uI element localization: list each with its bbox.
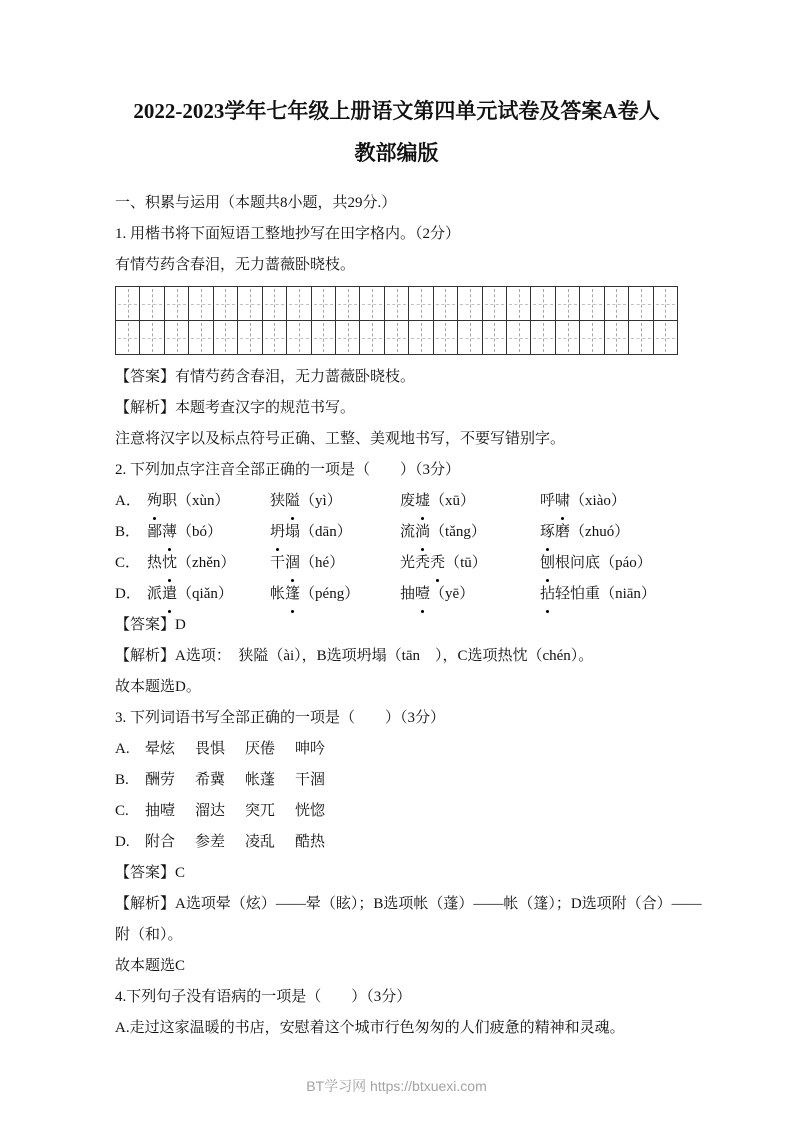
q3-word: 突兀: [245, 803, 276, 819]
tianzige-cell: [360, 287, 384, 320]
tianzige-cell: [140, 287, 164, 320]
tianzige-cell: [434, 287, 458, 320]
q2-option-item: 呼啸（xiào）: [540, 486, 678, 517]
tianzige-cell: [409, 321, 433, 354]
q2-option-item: 抽噎（yē）: [400, 579, 540, 610]
q3-option-label: C.: [115, 803, 129, 819]
q2-analysis: 【解析】A选项： 狭隘（ài），B选项坍塌（tān ），C选项热忱（chén）。: [115, 648, 594, 664]
q1-answer: 【答案】有情芍药含春泪，无力蔷薇卧晓枝。: [115, 369, 416, 385]
q2-option-label: D．: [115, 586, 141, 602]
tianzige-cell: [214, 321, 238, 354]
q2-option-item: 狭隘（yì）: [270, 486, 400, 517]
tianzige-cell: [483, 287, 507, 320]
q3-option-row: [115, 734, 678, 765]
q1-phrase: 有情芍药含春泪，无力蔷薇卧晓枝。: [115, 257, 356, 273]
q3-word: 酷热: [295, 834, 326, 850]
tianzige-cell: [385, 287, 409, 320]
q2-option-row: [115, 548, 678, 579]
q2-options: [115, 486, 678, 610]
q2-option-row: [115, 517, 678, 548]
q3-word: 厌倦: [245, 741, 276, 757]
tianzige-cell: [385, 321, 409, 354]
q3-option-row: [115, 827, 678, 858]
q4-option-a: A.走过这家温暖的书店，安慰着这个城市行色匆匆的人们疲惫的精神和灵魂。: [115, 1020, 625, 1036]
q3-word: 晕炫: [145, 741, 176, 757]
tianzige-cell: [531, 287, 555, 320]
tianzige-cell: [434, 321, 458, 354]
tianzige-cell: [312, 287, 336, 320]
tianzige-cell: [605, 287, 629, 320]
q3-option-label: D.: [115, 834, 130, 850]
footer-watermark: [0, 1076, 793, 1096]
q2-conclusion: 故本题选D。: [115, 679, 201, 695]
q2-option-item: 干涸（hé）: [270, 548, 400, 579]
tianzige-cell: [507, 287, 531, 320]
tianzige-cell: [189, 287, 213, 320]
q1-note: 注意将汉字以及标点符号正确、工整、美观地书写，不要写错别字。: [115, 431, 566, 447]
q1-analysis: 【解析】本题考查汉字的规范书写。: [115, 400, 356, 416]
q2-option-label: B．: [115, 524, 141, 540]
q2-stem: 2. 下列加点字注音全部正确的一项是（ ）（3分）: [115, 462, 461, 478]
tianzige-cell: [116, 287, 140, 320]
tianzige-cell: [263, 287, 287, 320]
tianzige-cell: [629, 321, 653, 354]
tianzige-cell: [140, 321, 164, 354]
title-line-2: 教部编版: [354, 141, 439, 165]
tianzige-row: [116, 287, 677, 320]
q3-option-label: B.: [115, 772, 129, 788]
q3-option-label: A.: [115, 741, 130, 757]
q2-option-item: 殉职（xùn）: [147, 486, 270, 517]
q3-word: 干涸: [295, 772, 326, 788]
q2-option-item: 流淌（tǎng）: [400, 517, 540, 548]
tianzige-cell: [165, 287, 189, 320]
tianzige-cell: [654, 287, 677, 320]
section-heading: 一、积累与运用（本题共8小题，共29分.）: [115, 195, 397, 211]
tianzige-row: [116, 320, 677, 354]
q1-stem: 1. 用楷书将下面短语工整地抄写在田字格内。（2分）: [115, 226, 461, 242]
q2-option-item: 派遣（qiǎn）: [147, 579, 270, 610]
tianzige-cell: [263, 321, 287, 354]
tianzige-cell: [531, 321, 555, 354]
tianzige-cell: [214, 287, 238, 320]
q3-word: 参差: [195, 834, 226, 850]
q3-stem: 3. 下列词语书写全部正确的一项是（ ）（3分）: [115, 710, 446, 726]
q3-option-row: [115, 796, 678, 827]
tianzige-cell: [336, 321, 360, 354]
tianzige-cell: [556, 287, 580, 320]
q3-word: 帐蓬: [245, 772, 276, 788]
tianzige-cell: [287, 287, 311, 320]
page-title: [115, 90, 678, 174]
footer-text: BT学习网 https://btxuexi.com: [306, 1078, 487, 1094]
q2-answer: 【答案】D: [115, 617, 186, 633]
q2-option-item: 帐篷（péng）: [270, 579, 400, 610]
title-line-1: 2022-2023学年七年级上册语文第四单元试卷及答案A卷人: [133, 99, 660, 123]
tianzige-cell: [580, 321, 604, 354]
q2-option-item: 光秃秃（tū）: [400, 548, 540, 579]
tianzige-grid: [115, 286, 678, 355]
q2-option-item: 鄙薄（bó）: [147, 517, 270, 548]
tianzige-cell: [238, 287, 262, 320]
q3-word: 畏惧: [195, 741, 226, 757]
q3-conclusion: 故本题选C: [115, 958, 186, 974]
q3-word: 酬劳: [145, 772, 176, 788]
tianzige-cell: [287, 321, 311, 354]
tianzige-cell: [409, 287, 433, 320]
tianzige-cell: [483, 321, 507, 354]
tianzige-cell: [580, 287, 604, 320]
q3-word: 抽噎: [145, 803, 176, 819]
tianzige-cell: [556, 321, 580, 354]
q2-option-item: 琢磨（zhuó）: [540, 517, 678, 548]
q3-answer: 【答案】C: [115, 865, 186, 881]
tianzige-cell: [360, 321, 384, 354]
q3-word: 恍惚: [295, 803, 326, 819]
tianzige-cell: [165, 321, 189, 354]
tianzige-cell: [605, 321, 629, 354]
q3-analysis-line-1: 【解析】A选项晕（炫）——晕（眩）；B选项帐（蓬）——帐（篷）；D选项附（合）——: [115, 896, 702, 912]
tianzige-cell: [238, 321, 262, 354]
q3-rows: [115, 734, 678, 858]
q2-option-item: 热忱（zhěn）: [147, 548, 270, 579]
q2-option-item: 坍塌（dān）: [270, 517, 400, 548]
q2-option-label: A．: [115, 493, 141, 509]
tianzige-cell: [629, 287, 653, 320]
q2-option-label: C．: [115, 555, 141, 571]
tianzige-cell: [336, 287, 360, 320]
tianzige-cell: [458, 287, 482, 320]
q2-option-item: 拈轻怕重（niān）: [540, 579, 678, 610]
q3-word: 希冀: [195, 772, 226, 788]
q3-word: 呻吟: [295, 741, 326, 757]
tianzige-cell: [507, 321, 531, 354]
q4-stem: 4.下列句子没有语病的一项是（ ）（3分）: [115, 989, 412, 1005]
q2-option-row: [115, 486, 678, 517]
q3-analysis-line-2: 附（和）。: [115, 927, 183, 943]
tianzige-cell: [116, 321, 140, 354]
tianzige-cell: [458, 321, 482, 354]
tianzige-cell: [312, 321, 336, 354]
q3-word: 附合: [145, 834, 176, 850]
q3-word: 凌乱: [245, 834, 276, 850]
q3-option-row: [115, 765, 678, 796]
q2-option-row: [115, 579, 678, 610]
q3-word: 溜达: [195, 803, 226, 819]
q2-option-item: 废墟（xū）: [400, 486, 540, 517]
q2-option-item: 刨根问底（páo）: [540, 548, 678, 579]
tianzige-cell: [654, 321, 677, 354]
tianzige-cell: [189, 321, 213, 354]
